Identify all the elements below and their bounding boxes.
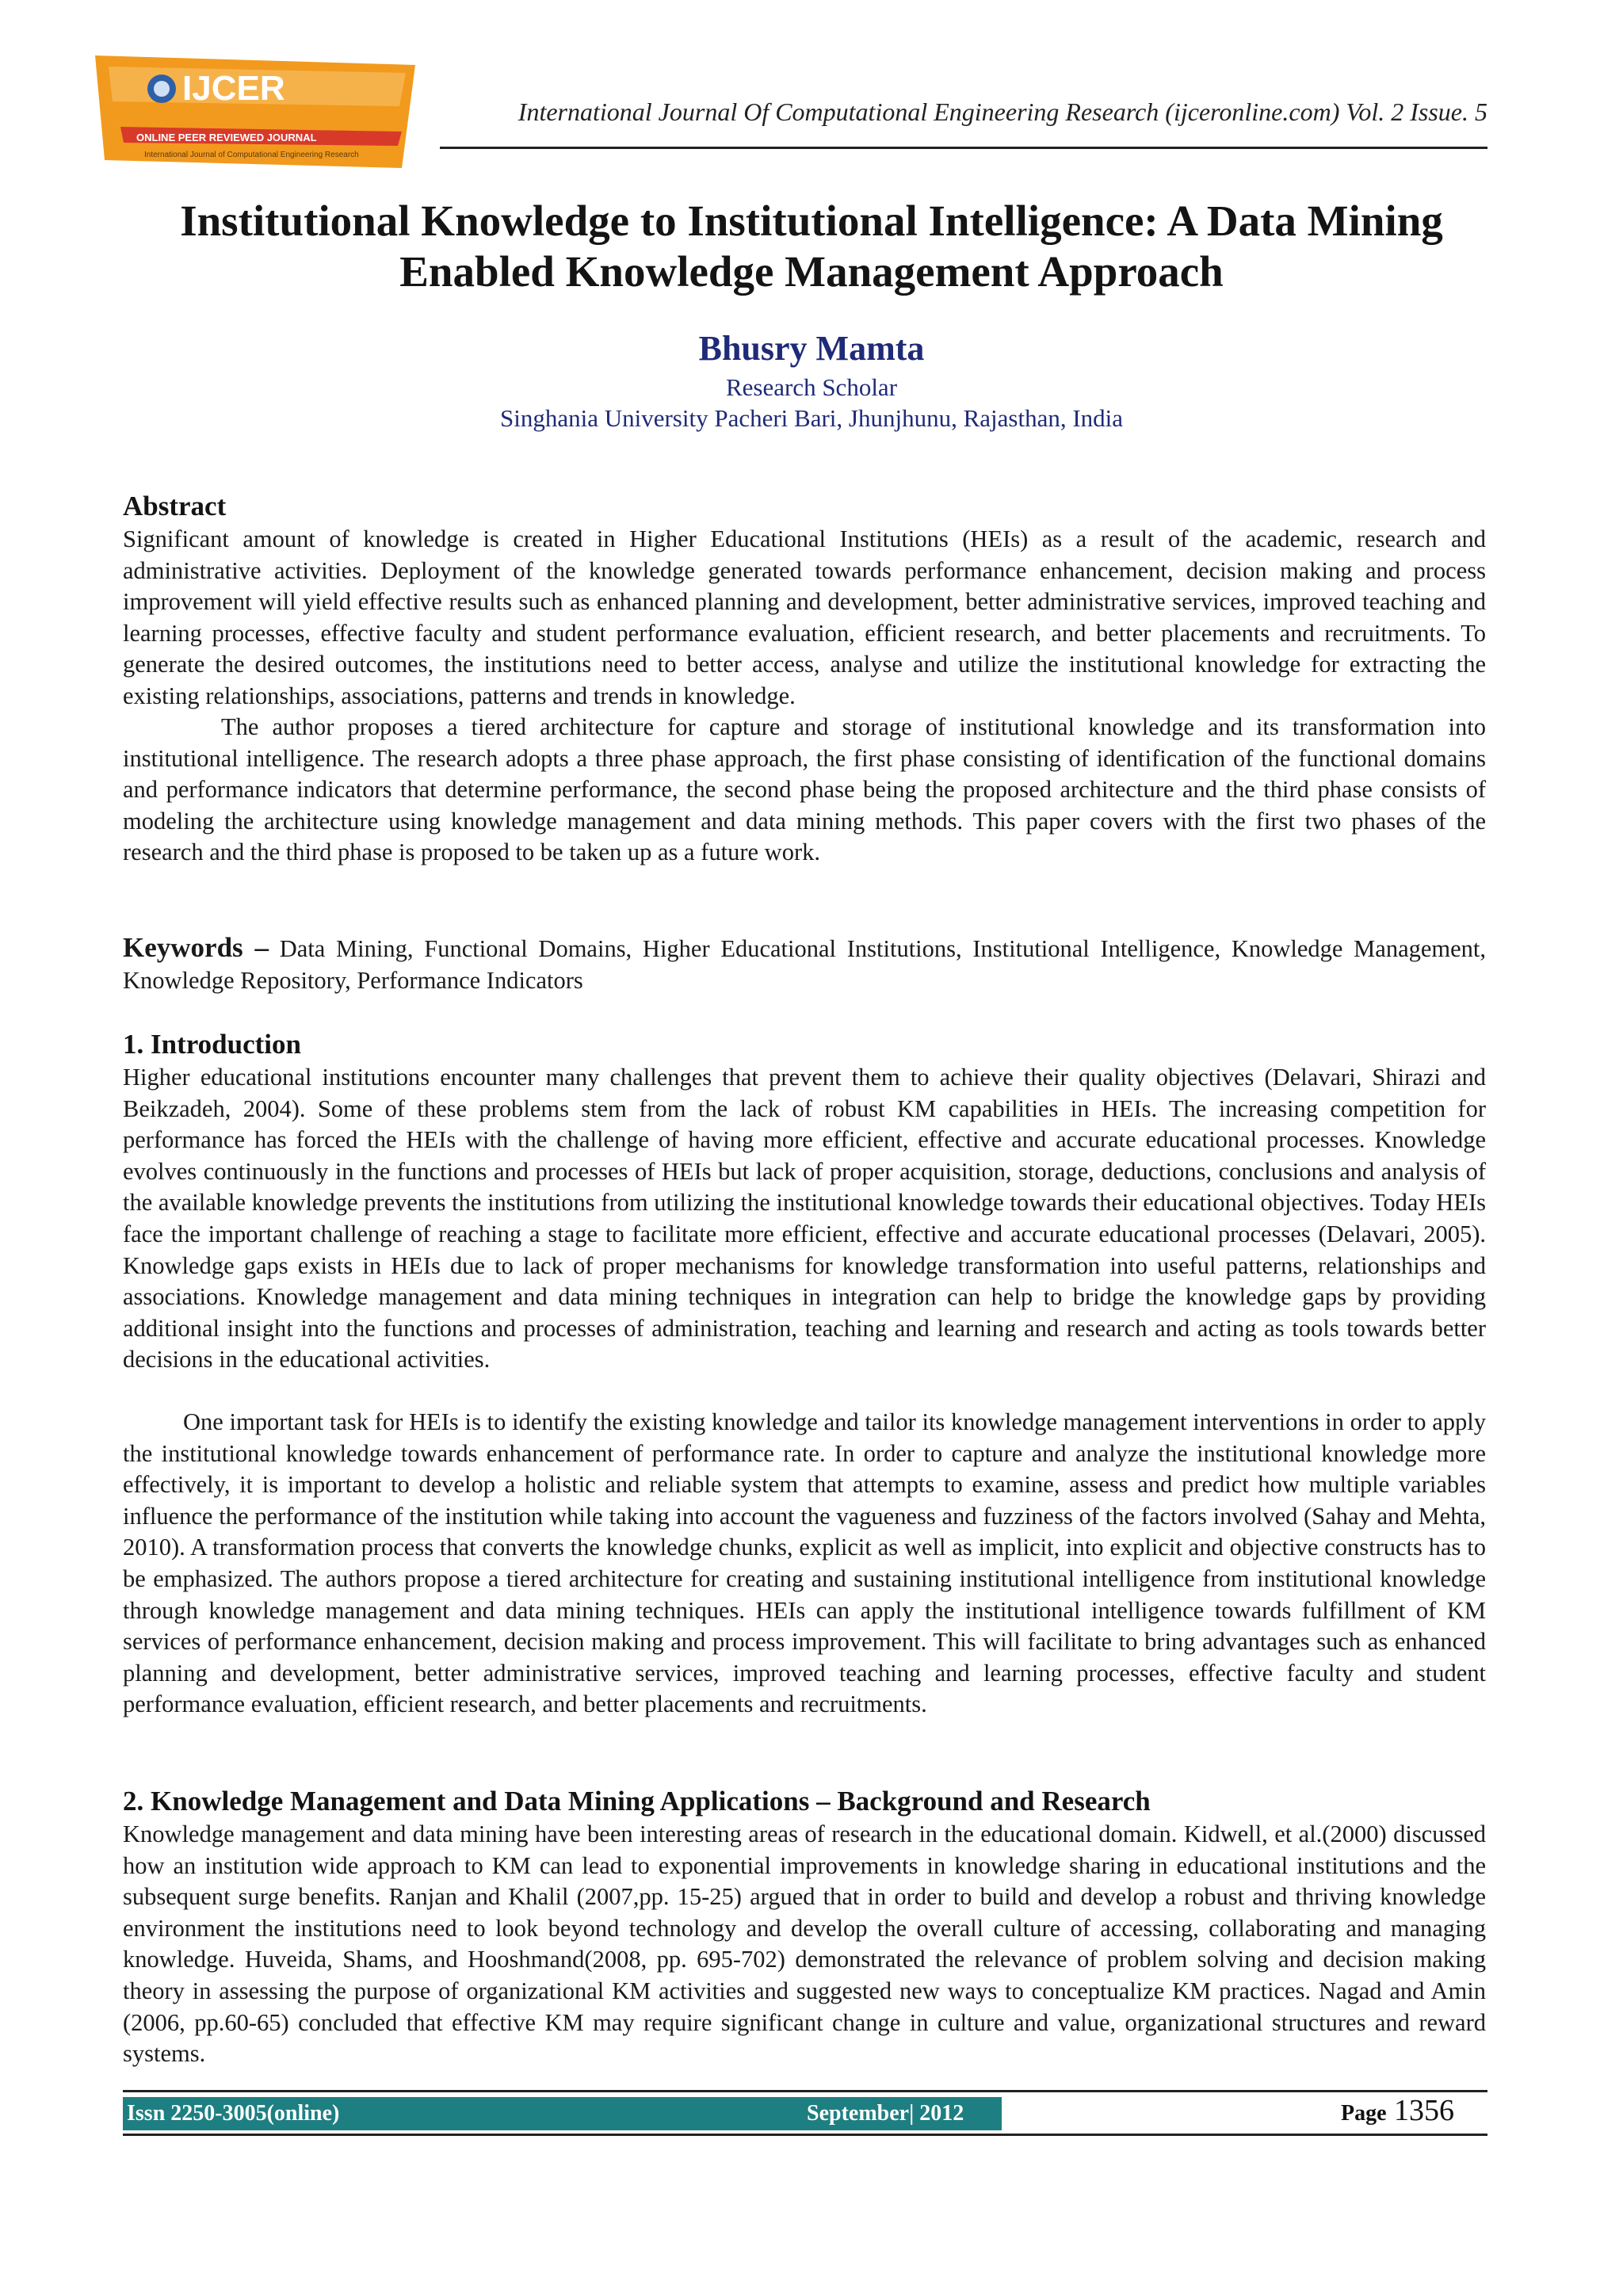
title-line-2: Enabled Knowledge Management Approach [399, 247, 1224, 296]
footer-divider-bottom [123, 2134, 1487, 2136]
page-number: 1356 [1394, 2094, 1455, 2127]
section-1-paragraph-1: Higher educational institutions encounter many challenges that prevent them to achieve their quality objectives (Delavari, Shirazi and Beikzadeh, 2004). Some of these problems stem from the lack of robust KM capabilities in HEIs. The increasing competition for performance has forced the HEIs with the challenge of having more efficient, effective and accurate educational processes. Knowledge evolves continuously in the functions and processes of HEIs but lack of proper acquisition, storage, deductions, conclusions and analysis of the available knowledge prevents the institutions from utilizing the institutional knowledge towards their educational objectives. Today HEIs face the important challenge of reaching a stage to facilitate more efficient, effective and accurate educational processes (Delavari, 2005). Knowledge gaps exists in HEIs due to lack of proper mechanisms for knowledge transformation into useful patterns, relationships and associations. Knowledge management and data mining techniques in integration can help to bridge the knowledge gaps by providing additional insight into the functions and processes of administration, teaching and learning and research and acting as tools towards better decisions in the educational activities. [123, 1064, 1486, 1373]
section-2-heading: 2. Knowledge Management and Data Mining Applications – Background and Research [123, 1786, 1151, 1817]
section-1-heading: 1. Introduction [123, 1029, 301, 1060]
keywords-block [123, 932, 1486, 996]
section-2-paragraph-1: Knowledge management and data mining have been interesting areas of research in the educational domain. Kidwell, et al.(2000) discussed how an institution wide approach to KM can lead to exponential improvements in knowledge sharing in educational institutions and the subsequent surge benefits. Ranjan and Khalil (2007,pp. 15-25) argued that in order to build and develop a robust and thriving knowledge environment the institutions need to look beyond technology and develop the overall culture of accessing, collaborating and managing knowledge. Huveida, Shams, and Hooshmand(2008, pp. 695-702) demonstrated the relevance of problem solving and decision making theory in assessing the purpose of organizational KM activities and suggested new ways to conceptualize KM practices. Nagad and Amin (2006, pp.60-65) concluded that effective KM may require significant change in culture and value, organizational structures and reward systems. [123, 1820, 1486, 2068]
footer-issn: Issn 2250-3005(online) [127, 2101, 340, 2126]
journal-header-line: International Journal Of Computational Engineering Research (ijceronline.com) Vol. 2 Issue. 5 [517, 97, 1487, 126]
logo-subtitle: ONLINE PEER REVIEWED JOURNAL [136, 132, 317, 143]
logo-tagline: International Journal of Computational Engineering Research [144, 151, 359, 159]
page-label: Page [1341, 2101, 1387, 2126]
author-name: Bhusry Mamta [698, 329, 925, 368]
ijcer-logo-graphic [89, 49, 426, 189]
journal-logo [89, 49, 426, 189]
author-affiliation: Singhania University Pacheri Bari, Jhunjhunu, Rajasthan, India [499, 404, 1124, 432]
abstract-paragraph-2: The author proposes a tiered architecture for capture and storage of institutional knowledge and its transformation into institutional intelligence. The research adopts a three phase approach, the first phase consisting of identification of the functional domains and performance indicators that determine performance, the second phase being the proposed architecture and the third phase consists of modeling the architecture using knowledge management and data mining methods. This paper covers with the first two phases of the research and the third phase is proposed to be taken up as a future work. [123, 713, 1486, 866]
footer-page-number [1341, 2092, 1454, 2132]
footer-divider-top [123, 2090, 1487, 2092]
title-line-1: Institutional Knowledge to Institutional Intelligence: A Data Mining [180, 197, 1443, 245]
logo-text: IJCER [182, 69, 285, 108]
keywords-heading: Keywords – [123, 932, 269, 963]
header-divider [440, 147, 1487, 149]
abstract-heading: Abstract [123, 491, 227, 521]
section-1-paragraph-2: One important task for HEIs is to identify the existing knowledge and tailor its knowledge management interventions in order to apply the institutional knowledge towards enhancement of performance rate. In order to capture and analyze the institutional knowledge more effectively, it is important to develop a holistic and reliable system that attempts to examine, assess and predict how multiple variables influence the performance of the institution while taking into account the vagueness and fuzziness of the factors involved (Sahay and Mehta, 2010). A transformation process that converts the knowledge chunks, explicit as well as implicit, into explicit and objective constructs has to be emphasized. The authors propose a tiered architecture for creating and sustaining institutional intelligence from institutional knowledge through knowledge management and data mining techniques. HEIs can apply the institutional intelligence towards fulfillment of KM services of performance enhancement, decision making and process improvement. This will facilitate to bring advantages such as enhanced planning and development, better administrative services, improved teaching and learning processes, effective faculty and student performance evaluation, efficient research, and better placements and recruitments. [123, 1408, 1486, 1718]
footer-date: September| 2012 [807, 2101, 964, 2126]
author-role: Research Scholar [725, 373, 898, 401]
abstract-paragraph-1: Significant amount of knowledge is created in Higher Educational Institutions (HEIs) as a result of the academic, research and administrative activities. Deployment of the knowledge generated towards performance enhancement, decision making and process improvement will yield effective results such as enhanced planning and development, better administrative services, improved teaching and learning processes, effective faculty and student performance evaluation, efficient research, and better placements and recruitments. To generate the desired outcomes, the institutions need to better access, analyse and utilize the institutional knowledge for extracting the existing relationships, associations, patterns and trends in knowledge. [123, 525, 1486, 709]
paper-title [119, 196, 1504, 297]
keywords-text: Data Mining, Functional Domains, Higher Educational Institutions, Institutional Intelligence, Knowledge Management, Knowledge Repository, Performance Indicators [123, 935, 1486, 994]
